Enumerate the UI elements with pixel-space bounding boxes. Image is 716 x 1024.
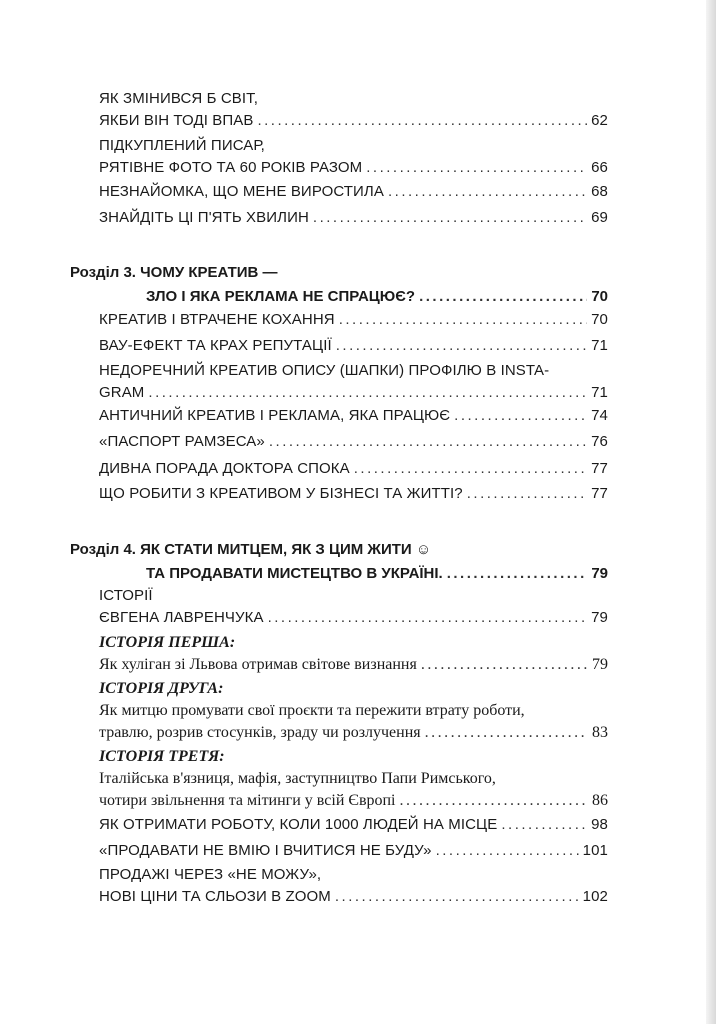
page-number: 83 [592, 724, 608, 741]
toc-entry-title: НОВІ ЦІНИ ТА СЛЬОЗИ В ZOOM [99, 888, 331, 905]
story-heading: ІСТОРІЯ ТРЕТЯ: [99, 748, 225, 765]
leader-dots [425, 722, 588, 744]
toc-entry-title: «ПАСПОРТ РАМЗЕСА» [99, 433, 265, 450]
page-number: 98 [591, 816, 608, 833]
page-number: 70 [591, 288, 608, 305]
toc-entry[interactable] [99, 814, 608, 836]
toc-entry[interactable] [99, 360, 608, 404]
toc-entry-title: АНТИЧНИЙ КРЕАТИВ І РЕКЛАМА, ЯКА ПРАЦЮЄ [99, 407, 451, 424]
page-number: 70 [591, 311, 608, 328]
toc-entry[interactable] [99, 840, 608, 862]
toc-entry-title: Як хуліган зі Львова отримав світове визнання [99, 656, 417, 673]
toc-entry-title: травлю, розрив стосунків, зраду чи розлучення [99, 724, 421, 741]
toc-entry-title: ЗНАЙДІТЬ ЦІ П'ЯТЬ ХВИЛИН [99, 209, 309, 226]
leader-dots [257, 110, 587, 132]
toc-entry[interactable] [99, 405, 608, 427]
leader-dots [400, 790, 589, 812]
page-number: 77 [591, 485, 608, 502]
page-edge-shadow [706, 0, 716, 1024]
toc-entry-line: НЕДОРЕЧНИЙ КРЕАТИВ ОПИСУ (ШАПКИ) ПРОФІЛЮ В INSTA- [99, 362, 550, 379]
toc-entry[interactable] [99, 309, 608, 331]
page-number: 74 [591, 407, 608, 424]
leader-dots [366, 157, 587, 179]
toc-entry[interactable] [99, 864, 608, 908]
page-number: 62 [591, 112, 608, 129]
toc-entry-title: ЄВГЕНА ЛАВРЕНЧУКА [99, 609, 264, 626]
toc-entry[interactable] [99, 700, 608, 744]
toc-entry[interactable] [99, 135, 608, 179]
page-number: 68 [591, 183, 608, 200]
page-number: 66 [591, 159, 608, 176]
toc-entry-title: «ПРОДАВАТИ НЕ ВМІЮ І ВЧИТИСЯ НЕ БУДУ» [99, 842, 432, 859]
toc-entry-title: чотири звільнення та мітинги у всій Європі [99, 792, 396, 809]
toc-entry-line: ІСТОРІЇ [99, 587, 153, 604]
story-heading: ІСТОРІЯ ДРУГА: [99, 680, 224, 697]
story-heading: ІСТОРІЯ ПЕРША: [99, 634, 236, 651]
toc-entry-line: ЯК ЗМІНИВСЯ Б СВІТ, [99, 90, 258, 107]
leader-dots [467, 483, 587, 505]
page-number: 77 [591, 460, 608, 477]
toc-entry-title: КРЕАТИВ І ВТРАЧЕНЕ КОХАННЯ [99, 311, 335, 328]
leader-dots [336, 335, 587, 357]
toc-entry-title: ДИВНА ПОРАДА ДОКТОРА СПОКА [99, 460, 350, 477]
page-number: 102 [582, 888, 608, 905]
section-title-line: ЗЛО І ЯКА РЕКЛАМА НЕ СПРАЦЮЄ? [146, 288, 416, 305]
toc-entry-title: РЯТІВНЕ ФОТО ТА 60 РОКІВ РАЗОМ [99, 159, 363, 176]
leader-dots [454, 405, 587, 427]
section-heading-4[interactable] [70, 538, 608, 586]
toc-entry[interactable] [99, 335, 608, 357]
page-number: 86 [592, 792, 608, 809]
leader-dots [419, 285, 587, 309]
page-number: 101 [582, 842, 608, 859]
page-number: 76 [591, 433, 608, 450]
toc-entry-title: ЩО РОБИТИ З КРЕАТИВОМ У БІЗНЕСІ ТА ЖИТТІ? [99, 485, 463, 502]
section-title-line: Розділ 3. ЧОМУ КРЕАТИВ — [70, 264, 278, 281]
section-heading-3[interactable] [70, 261, 608, 309]
leader-dots [421, 654, 588, 676]
toc-entry[interactable] [99, 181, 608, 203]
toc-entry[interactable] [99, 585, 608, 629]
toc-entry-line: Як митцю промувати свої проєкти та пережити втрату роботи, [99, 702, 525, 719]
leader-dots [447, 562, 588, 586]
toc-entry[interactable] [99, 458, 608, 480]
toc-entry[interactable] [99, 654, 608, 676]
leader-dots [269, 431, 587, 453]
page-number: 79 [592, 656, 608, 673]
toc-entry-title: GRAM [99, 384, 145, 401]
toc-entry[interactable] [99, 207, 608, 229]
leader-dots [268, 607, 588, 629]
toc-entry[interactable] [99, 88, 608, 132]
leader-dots [148, 382, 587, 404]
page-number: 79 [591, 565, 608, 582]
leader-dots [436, 840, 579, 862]
toc-entry[interactable] [99, 768, 608, 812]
leader-dots [335, 886, 579, 908]
toc-entry-line: Італійська в'язниця, мафія, заступництво Папи Римського, [99, 770, 496, 787]
toc-entry-title: ЯК ОТРИМАТИ РОБОТУ, КОЛИ 1000 ЛЮДЕЙ НА МІСЦЕ [99, 816, 498, 833]
section-title-line: Розділ 4. ЯК СТАТИ МИТЦЕМ, ЯК З ЦИМ ЖИТИ ☺ [70, 541, 432, 558]
toc-entry-line: ПРОДАЖІ ЧЕРЕЗ «НЕ МОЖУ», [99, 866, 322, 883]
leader-dots [313, 207, 587, 229]
toc-entry-title: ВАУ-ЕФЕКТ ТА КРАХ РЕПУТАЦІЇ [99, 337, 332, 354]
leader-dots [501, 814, 587, 836]
toc-entry-line: ПІДКУПЛЕНИЙ ПИСАР, [99, 137, 265, 154]
section-title-line: ТА ПРОДАВАТИ МИСТЕЦТВО В УКРАЇНІ. [146, 565, 443, 582]
toc-entry-title: ЯКБИ ВІН ТОДІ ВПАВ [99, 112, 254, 129]
page-number: 71 [591, 384, 608, 401]
leader-dots [339, 309, 587, 331]
leader-dots [354, 458, 587, 480]
page-number: 79 [591, 609, 608, 626]
toc-entry[interactable] [99, 483, 608, 505]
toc-entry-title: НЕЗНАЙОМКА, ЩО МЕНЕ ВИРОСТИЛА [99, 183, 384, 200]
page-number: 71 [591, 337, 608, 354]
toc-entry[interactable] [99, 431, 608, 453]
leader-dots [388, 181, 587, 203]
page-number: 69 [591, 209, 608, 226]
